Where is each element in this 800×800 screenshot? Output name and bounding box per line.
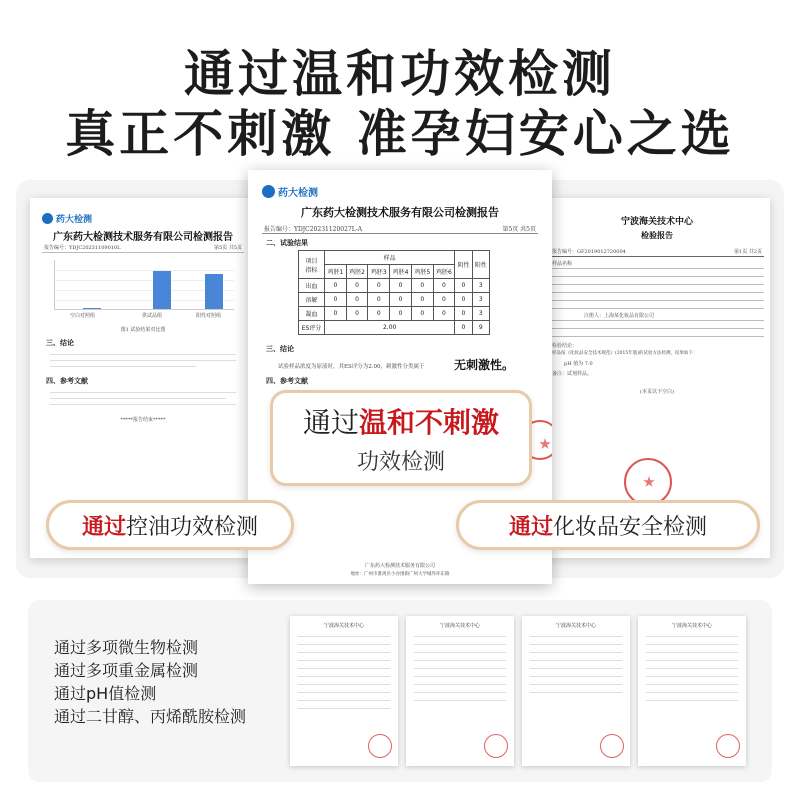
table-row: 溶解 0 0 0 0 0 0 0 3 [299, 293, 490, 307]
center-footer-address: 地址：广州市番禺区小谷围街广州大学城外环东路 [350, 572, 450, 577]
right-report-page: 第1页 共2页 [734, 249, 762, 255]
right-report-number: 报告编号：GF2019012720004 [552, 249, 626, 255]
chart-bar-sample [153, 271, 171, 309]
left-section-conclusion: 三、结论 [46, 338, 74, 347]
logo-icon [42, 213, 53, 224]
left-report-number: 报告编号：YDJC20231109010L [44, 245, 121, 251]
report-thumbnail: 宁波海关技术中心 [522, 616, 630, 766]
right-ph-item: pH 值为 7.0 [564, 361, 593, 367]
right-note: 备注：试剂样品。 [552, 371, 593, 377]
results-table [298, 250, 490, 335]
right-sample-label: 样品名称 [552, 261, 573, 267]
chart-category-label: 阳性对照组 [196, 313, 222, 319]
left-report-bar-chart [54, 260, 234, 310]
center-conclusion-emphasis: 无刺激性。 [454, 358, 515, 372]
chart-caption: 图1 试验结果对比图 [120, 327, 166, 333]
table-subheader: 鸡胚6 [433, 265, 455, 279]
right-result-text: 样品按《化妆品安全技术规范》(2015年版)的试验方法检测，结果如下： [552, 351, 698, 356]
chart-bar-positive [205, 274, 223, 309]
headline-line-1: 通过温和功效检测 [184, 45, 616, 103]
left-report-page: 第5页 共5页 [214, 245, 242, 251]
logo-icon [262, 185, 275, 198]
center-section-refs: 四、参考文献 [266, 376, 308, 385]
right-report-org: 宁波海关技术中心 [620, 217, 693, 227]
seal-icon [600, 734, 624, 758]
center-report-number: 报告编号：YDJC20231120027L-A [264, 226, 363, 233]
report-thumbnail: 宁波海关技术中心 [406, 616, 514, 766]
report-thumbnail: 宁波海关技术中心 [638, 616, 746, 766]
table-row-es: ES评分 2.00 0 9 [299, 321, 490, 335]
center-callout: 通过温和不刺激 功效检测 [270, 390, 532, 486]
center-footer-company: 广东药大检测技术服务有限公司 [364, 563, 435, 569]
list-item: 通过二甘醇、丙烯酰胺检测 [54, 707, 247, 726]
center-section-results: 二、试验结果 [266, 238, 308, 247]
chart-bar-blank [83, 308, 101, 309]
table-header-corner: 项目 指标 [299, 251, 325, 279]
left-section-refs: 四、参考文献 [46, 376, 88, 385]
report-thumbnail: 宁波海关技术中心 [290, 616, 398, 766]
official-seal-icon [624, 458, 672, 506]
left-callout: 通过 控油功效检测 [46, 500, 294, 550]
seal-icon [484, 734, 508, 758]
table-row: 出血 0 0 0 0 0 0 0 3 [299, 279, 490, 293]
left-report-title: 广东药大检测技术服务有限公司检测报告 [53, 232, 233, 243]
table-subheader: 鸡胚1 [325, 265, 347, 279]
right-callout: 通过 化妆品安全检测 [456, 500, 760, 550]
table-subheader: 鸡胚4 [390, 265, 412, 279]
seal-icon [368, 734, 392, 758]
table-subheader: 鸡胚5 [411, 265, 433, 279]
list-item: 通过多项微生物检测 [54, 638, 199, 657]
seal-icon [716, 734, 740, 758]
table-header-sample: 样品 [325, 251, 455, 265]
left-report-end: *****报告结束***** [120, 417, 166, 423]
test-list [54, 636, 246, 728]
table-subheader: 鸡胚2 [346, 265, 368, 279]
table-header-negative: 阴性 [455, 251, 472, 279]
right-report-title: 检验报告 [641, 230, 673, 240]
right-manufacturer: 注册人：上海某化妆品有限公司 [584, 313, 655, 319]
left-report-logo: 药大检测 [42, 212, 92, 225]
headline-line-2: 真正不刺激 准孕妇安心之选 [65, 105, 735, 163]
chart-category-label: 空白对照组 [70, 313, 96, 319]
table-header-positive: 阳性 [472, 251, 489, 279]
table-subheader: 鸡胚3 [368, 265, 390, 279]
center-conclusion-text: 试验样品浓度为原液时，其ES评分为2.00，刺激性分类属于 [278, 364, 425, 370]
center-report-title: 广东药大检测技术服务有限公司检测报告 [301, 206, 499, 219]
center-section-conclusion: 三、结论 [266, 344, 294, 353]
list-item: 通过pH值检测 [54, 684, 157, 703]
table-row: 凝血 0 0 0 0 0 0 0 3 [299, 307, 490, 321]
right-seal-note: (本页以下空白) [640, 389, 674, 395]
right-result-title: 检验结论： [552, 343, 578, 349]
list-item: 通过多项重金属检测 [54, 661, 199, 680]
center-report-logo: 药大检测 [262, 184, 318, 199]
center-report-page: 第5页 共5页 [502, 226, 536, 233]
chart-category-label: 供试品组 [142, 313, 163, 319]
